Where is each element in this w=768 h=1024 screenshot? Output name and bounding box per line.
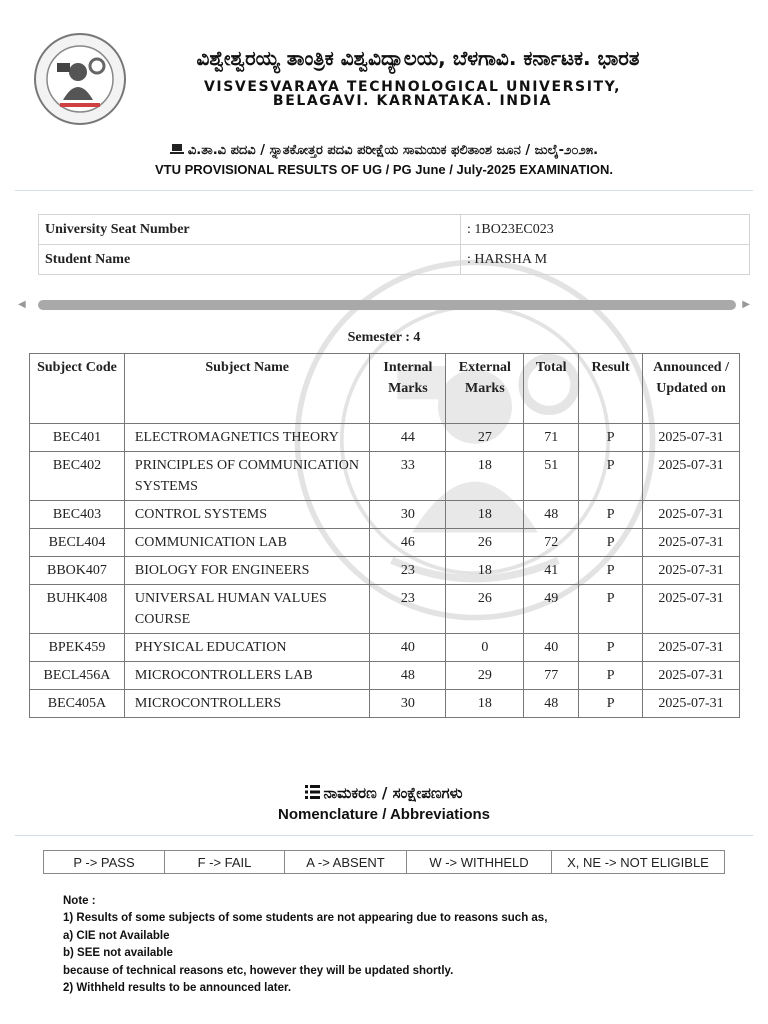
result-cell: P — [579, 585, 643, 634]
subject-name-cell: ELECTROMAGNETICS THEORY — [124, 424, 370, 452]
student-name-label: Student Name — [39, 245, 461, 275]
subject-code-cell: BEC401 — [30, 424, 125, 452]
marks-table-body — [30, 424, 740, 718]
header-announced-on: Announced / Updated on — [643, 354, 740, 424]
table-row — [30, 690, 740, 718]
subject-name-cell: MICROCONTROLLERS — [124, 690, 370, 718]
subject-name-cell: UNIVERSAL HUMAN VALUES COURSE — [124, 585, 370, 634]
internal-marks-cell: 23 — [370, 585, 446, 634]
divider — [15, 190, 753, 191]
scroll-left-icon[interactable]: ◀ — [18, 299, 26, 310]
table-row — [30, 662, 740, 690]
subject-name-cell: BIOLOGY FOR ENGINEERS — [124, 557, 370, 585]
abbr-fail: F -> FAIL — [165, 851, 285, 874]
nomenclature-title-english: Nomenclature / Abbreviations — [278, 806, 490, 823]
subject-code-cell: BUHK408 — [30, 585, 125, 634]
internal-marks-cell: 44 — [370, 424, 446, 452]
total-marks-cell: 40 — [524, 634, 579, 662]
header-total: Total — [524, 354, 579, 424]
usn-value: : 1BO23EC023 — [461, 215, 750, 245]
note-line: b) SEE not available — [63, 947, 173, 960]
abbreviations-table — [43, 850, 725, 874]
announced-date-cell: 2025-07-31 — [643, 529, 740, 557]
table-row — [30, 557, 740, 585]
university-seal-icon — [33, 32, 127, 126]
table-row — [30, 634, 740, 662]
horizontal-scrollbar[interactable] — [14, 296, 754, 314]
announced-date-cell: 2025-07-31 — [643, 662, 740, 690]
semester-label: Semester : 4 — [347, 330, 421, 345]
abbr-pass: P -> PASS — [44, 851, 165, 874]
subject-name-cell: MICROCONTROLLERS LAB — [124, 662, 370, 690]
student-name-row — [39, 245, 750, 275]
table-row — [30, 424, 740, 452]
marks-header-row — [30, 354, 740, 424]
result-cell: P — [579, 634, 643, 662]
note-line: because of technical reasons etc, however they will be updated shortly. — [63, 964, 454, 977]
divider — [15, 835, 753, 836]
external-marks-cell: 0 — [446, 634, 524, 662]
student-info-table — [38, 214, 750, 275]
total-marks-cell: 49 — [524, 585, 579, 634]
note-line: 2) Withheld results to be announced later. — [63, 982, 292, 995]
internal-marks-cell: 30 — [370, 501, 446, 529]
header-subject-code: Subject Code — [30, 354, 125, 424]
university-title-line1: VISVESVARAYA TECHNOLOGICAL UNIVERSITY, — [203, 79, 621, 95]
table-row — [30, 585, 740, 634]
internal-marks-cell: 48 — [370, 662, 446, 690]
scroll-right-icon[interactable]: ▶ — [742, 299, 750, 310]
subject-code-cell: BPEK459 — [30, 634, 125, 662]
student-name-value: : HARSHA M — [461, 245, 750, 275]
university-title-line2: BELAGAVI. KARNATAKA. INDIA — [272, 93, 553, 109]
subject-name-cell: PHYSICAL EDUCATION — [124, 634, 370, 662]
table-row — [30, 529, 740, 557]
total-marks-cell: 48 — [524, 690, 579, 718]
university-title-english — [140, 80, 685, 108]
external-marks-cell: 27 — [446, 424, 524, 452]
note-line: Note : — [63, 895, 96, 907]
external-marks-cell: 26 — [446, 585, 524, 634]
page-header — [0, 28, 768, 138]
total-marks-cell: 51 — [524, 452, 579, 501]
list-icon — [305, 785, 320, 799]
result-cell: P — [579, 662, 643, 690]
university-title-kannada: ವಿಶ್ವೇಶ್ವರಯ್ಯ ತಾಂತ್ರಿಕ ವಿಶ್ವವಿದ್ಯಾಲಯ, ಬೆಳಗಾವಿ. ಕರ್ನಾಟಕ. ಭಾರತ — [196, 46, 640, 70]
announced-date-cell: 2025-07-31 — [643, 424, 740, 452]
internal-marks-cell: 40 — [370, 634, 446, 662]
exam-subtitle-english: VTU PROVISIONAL RESULTS OF UG / PG June / July-2025 EXAMINATION. — [155, 162, 613, 177]
result-cell: P — [579, 557, 643, 585]
internal-marks-cell: 46 — [370, 529, 446, 557]
table-row — [30, 452, 740, 501]
header-result: Result — [579, 354, 643, 424]
note-line: 1) Results of some subjects of some students are not appearing due to reasons such as, — [63, 912, 548, 925]
external-marks-cell: 29 — [446, 662, 524, 690]
abbreviations-row — [44, 851, 725, 874]
result-cell: P — [579, 424, 643, 452]
external-marks-cell: 18 — [446, 690, 524, 718]
header-external-marks: External Marks — [446, 354, 524, 424]
announced-date-cell: 2025-07-31 — [643, 501, 740, 529]
result-cell: P — [579, 529, 643, 557]
result-cell: P — [579, 690, 643, 718]
subject-name-cell: CONTROL SYSTEMS — [124, 501, 370, 529]
result-cell: P — [579, 501, 643, 529]
abbr-withheld: W -> WITHHELD — [407, 851, 552, 874]
external-marks-cell: 18 — [446, 501, 524, 529]
announced-date-cell: 2025-07-31 — [643, 557, 740, 585]
external-marks-cell: 18 — [446, 452, 524, 501]
result-cell: P — [579, 452, 643, 501]
internal-marks-cell: 23 — [370, 557, 446, 585]
header-subject-name: Subject Name — [124, 354, 370, 424]
exam-subtitle-kannada-text: ವಿ.ತಾ.ವಿ ಪದವಿ / ಸ್ನಾತಕೋತ್ತರ ಪದವಿ ಪರೀಕ್ಷೆಯ ಸಾಮಯಿಕ ಫಲಿತಾಂಶ ಜೂನ / ಜುಲೈ-೨೦೨೫. — [187, 143, 599, 158]
subject-code-cell: BECL404 — [30, 529, 125, 557]
external-marks-cell: 18 — [446, 557, 524, 585]
abbr-absent: A -> ABSENT — [285, 851, 407, 874]
exam-subtitle-kannada — [0, 143, 768, 158]
nomenclature-title-kannada-text: ನಾಮಕರಣ / ಸಂಕ್ಷೇಪಣಗಳು — [323, 784, 463, 802]
announced-date-cell: 2025-07-31 — [643, 634, 740, 662]
announced-date-cell: 2025-07-31 — [643, 452, 740, 501]
nomenclature-title-kannada — [0, 784, 768, 802]
marks-table — [29, 353, 740, 718]
notes-section — [63, 893, 753, 997]
subject-code-cell: BEC405A — [30, 690, 125, 718]
total-marks-cell: 77 — [524, 662, 579, 690]
announced-date-cell: 2025-07-31 — [643, 690, 740, 718]
internal-marks-cell: 30 — [370, 690, 446, 718]
header-internal-marks: Internal Marks — [370, 354, 446, 424]
subject-name-cell: COMMUNICATION LAB — [124, 529, 370, 557]
note-line: a) CIE not Available — [63, 929, 170, 942]
total-marks-cell: 71 — [524, 424, 579, 452]
internal-marks-cell: 33 — [370, 452, 446, 501]
laptop-icon — [170, 143, 184, 155]
subject-code-cell: BEC403 — [30, 501, 125, 529]
total-marks-cell: 41 — [524, 557, 579, 585]
abbr-not-eligible: X, NE -> NOT ELIGIBLE — [552, 851, 725, 874]
usn-row — [39, 215, 750, 245]
external-marks-cell: 26 — [446, 529, 524, 557]
total-marks-cell: 48 — [524, 501, 579, 529]
announced-date-cell: 2025-07-31 — [643, 585, 740, 634]
subject-code-cell: BEC402 — [30, 452, 125, 501]
usn-label: University Seat Number — [39, 215, 461, 245]
table-row — [30, 501, 740, 529]
subject-code-cell: BBOK407 — [30, 557, 125, 585]
total-marks-cell: 72 — [524, 529, 579, 557]
scrollbar-thumb[interactable] — [38, 300, 736, 310]
subject-code-cell: BECL456A — [30, 662, 125, 690]
subject-name-cell: PRINCIPLES OF COMMUNICATION SYSTEMS — [124, 452, 370, 501]
